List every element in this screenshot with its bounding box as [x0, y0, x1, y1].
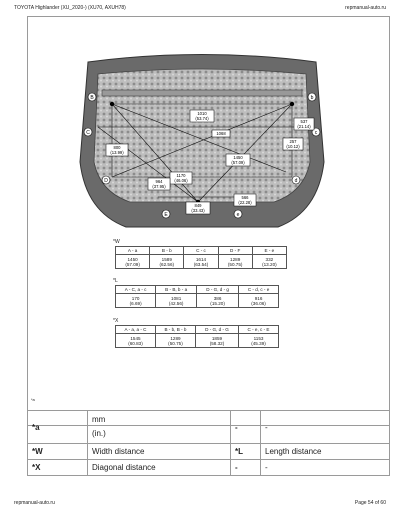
x-h0: A - a, a - C [116, 326, 156, 334]
dim-964: 964 [155, 179, 163, 184]
legend-sym: *W [28, 444, 88, 460]
dim-257: 257 [289, 139, 297, 144]
dim-257-in: (10.12) [286, 144, 300, 149]
table-w-tag: *W [113, 239, 120, 245]
doc-title: TOYOTA Highlander (XU_2020-) (XU70, AXUH78) [14, 5, 126, 11]
w-h4: E - e [252, 247, 286, 255]
point-d2: d [294, 178, 298, 184]
page-number: Page 54 of 60 [354, 500, 386, 506]
point-c: C [86, 130, 90, 136]
x-v1: 1289 (50.75) [155, 334, 195, 348]
legend-desc2: Length distance [261, 444, 390, 460]
l-v1: 1081 (42.56) [156, 294, 197, 308]
legend-desc: Diagonal distance [88, 460, 231, 476]
legend-desc-unit: mm [92, 415, 106, 424]
l-v0: 170 (6.69) [116, 294, 156, 308]
dim-849: 849 [194, 203, 202, 208]
x-h2: D - G, d - G [195, 326, 238, 334]
dim-849-in: (33.43) [191, 208, 205, 213]
legend-row [28, 411, 390, 444]
legend-sym: *a [28, 411, 88, 444]
legend-row [28, 444, 390, 460]
dim-964-in: (37.95) [152, 184, 166, 189]
point-d: D [104, 178, 108, 184]
dim-800-in: (13.99) [110, 150, 124, 155]
legend-sym2: - [231, 460, 261, 476]
x-v0: 1545 (60.83) [116, 334, 156, 348]
l-h3: C - d, c - e [239, 286, 279, 294]
corner-mark: *a [31, 397, 35, 402]
point-b2: b [310, 95, 314, 101]
table-l-tag: *L [113, 278, 118, 284]
w-h2: C - c [184, 247, 218, 255]
dim-1450-in: (57.09) [231, 160, 245, 165]
legend-desc [88, 411, 231, 444]
footer-site: repmanual-auto.ru [14, 500, 55, 506]
point-c2: c [314, 130, 318, 136]
l-h0: A - C, a - c [116, 286, 156, 294]
w-v1: 1589 (62.56) [150, 255, 184, 269]
l-v2: 386 (15.20) [197, 294, 239, 308]
w-h3: D - F [218, 247, 252, 255]
point-e2: e [236, 212, 240, 218]
dim-1068: 1068 [216, 131, 226, 136]
legend-desc2: - [261, 411, 390, 444]
x-v3: 1153 (45.39) [239, 334, 279, 348]
dim-537: 537 [300, 119, 308, 124]
dim-566-in: (22.28) [238, 200, 252, 205]
dim-566: 566 [241, 195, 249, 200]
w-h1: B - b [150, 247, 184, 255]
w-v2: 1614 (63.54) [184, 255, 218, 269]
dim-1450: 1450 [233, 155, 243, 160]
dim-537-in: (21.14) [297, 124, 311, 129]
l-v3: 916 (36.06) [239, 294, 279, 308]
legend-desc2: - [261, 460, 390, 476]
w-v3: 1289 (50.75) [218, 255, 252, 269]
legend-sym2: - [231, 411, 261, 444]
point-e: E [164, 212, 168, 218]
legend-row [28, 460, 390, 476]
legend-desc: Width distance [88, 444, 231, 460]
l-h1: B - B, b - a [156, 286, 197, 294]
site-name: repmanual-auto.ru [345, 5, 386, 11]
legend-table [27, 410, 390, 476]
legend-sym2: *L [231, 444, 261, 460]
legend-desc-unit2: (in.) [92, 429, 106, 438]
dim-1010: 1010 [197, 111, 207, 116]
body-dimension-diagram [78, 52, 326, 232]
point-b: B [90, 95, 94, 101]
width-table [115, 246, 287, 269]
dim-1170: 1170 [176, 173, 186, 178]
length-table [115, 285, 279, 308]
table-x-tag: *X [113, 318, 119, 324]
x-h3: C - e, c - E [239, 326, 279, 334]
x-v2: 1859 (58.32) [195, 334, 238, 348]
w-v0: 1450 (57.09) [116, 255, 150, 269]
legend-sym: *X [28, 460, 88, 476]
dim-1010-in: (53.74) [195, 116, 209, 121]
x-h1: B - b, B - b [155, 326, 195, 334]
w-v4: 332 (13.20) [252, 255, 286, 269]
diagonal-table [115, 325, 279, 348]
dim-1170-in: (46.06) [174, 178, 188, 183]
page-footer [14, 500, 386, 506]
l-h2: D - G, d - g [197, 286, 239, 294]
dim-800: 800 [113, 145, 121, 150]
w-h0: A - a [116, 247, 150, 255]
page-header [14, 5, 386, 11]
